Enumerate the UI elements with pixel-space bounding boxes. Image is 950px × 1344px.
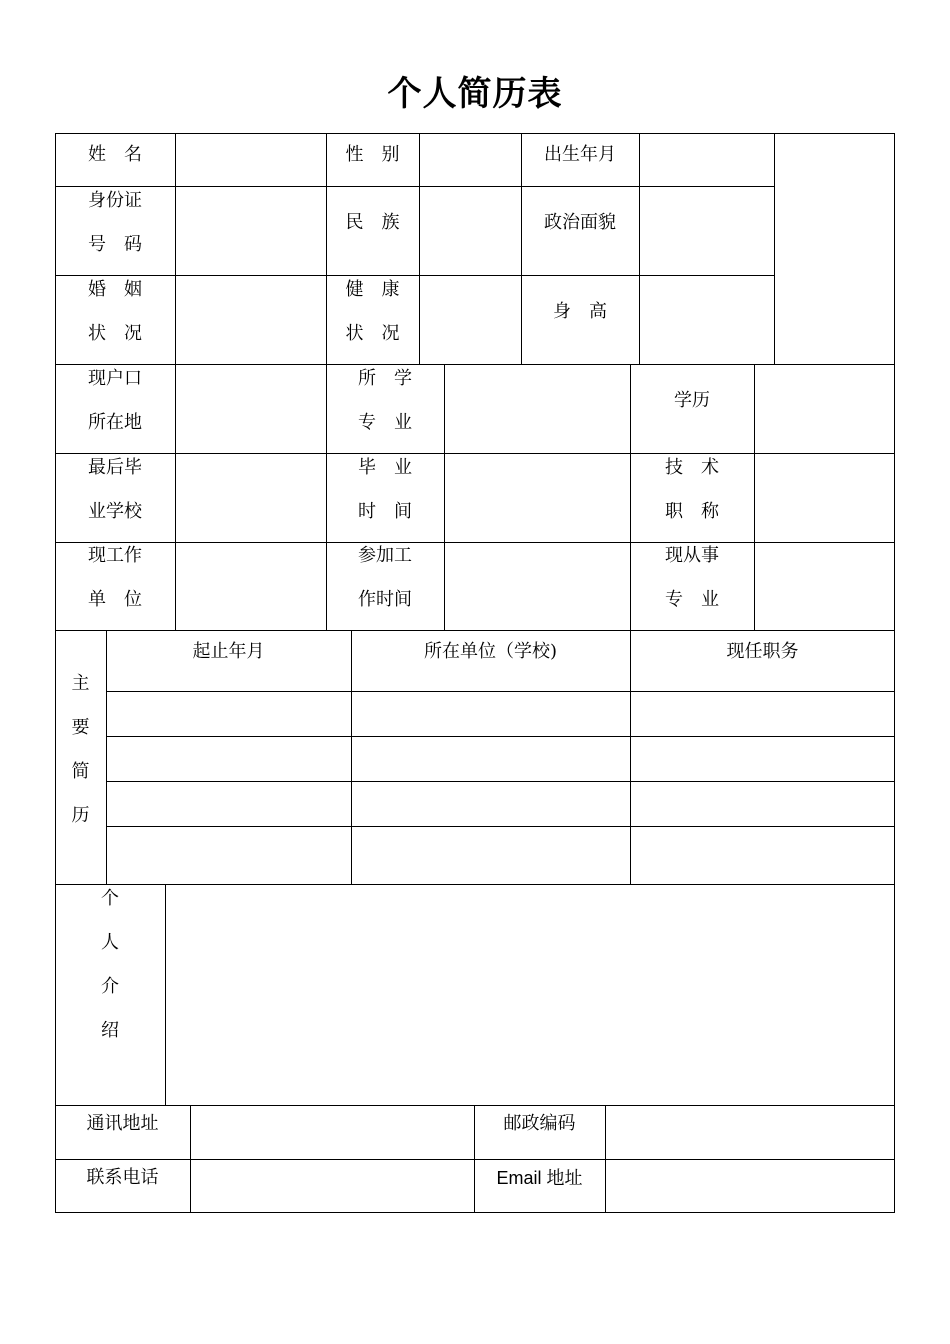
label-work-line2: 单 位 bbox=[88, 589, 142, 610]
field-marriage[interactable] bbox=[176, 276, 326, 364]
label-hukou-line1: 现户口 bbox=[88, 368, 142, 389]
label-id-line1: 身份证 bbox=[88, 190, 142, 211]
field-intro[interactable] bbox=[166, 885, 894, 1105]
field-gradtime[interactable] bbox=[445, 454, 630, 542]
intro-side-char-1: 个 bbox=[101, 888, 119, 909]
field-phone[interactable] bbox=[191, 1160, 474, 1212]
field-gender[interactable] bbox=[420, 134, 521, 186]
field-curmajor[interactable] bbox=[755, 543, 894, 630]
label-worktime-line1: 参加工 bbox=[358, 545, 412, 566]
label-title-line1: 技 术 bbox=[665, 457, 719, 478]
label-email: Email 地址 bbox=[496, 1168, 583, 1188]
field-hukou[interactable] bbox=[176, 365, 326, 453]
intro-side-char-3: 介 bbox=[101, 976, 119, 997]
label-address: 通讯地址 bbox=[86, 1113, 159, 1134]
label-postcode: 邮政编码 bbox=[503, 1113, 576, 1134]
resume-row-4-position[interactable] bbox=[631, 827, 894, 884]
resume-row-3-unit[interactable] bbox=[352, 782, 630, 826]
resume-side-char-3: 简 bbox=[71, 761, 90, 782]
label-major-line1: 所 学 bbox=[358, 368, 412, 389]
resume-row-2-position[interactable] bbox=[631, 737, 894, 781]
label-height: 身 高 bbox=[553, 301, 607, 322]
field-ethnicity[interactable] bbox=[420, 187, 521, 275]
label-health-line1: 健 康 bbox=[345, 279, 400, 300]
label-gradtime-line2: 时 间 bbox=[358, 501, 412, 522]
field-worktime[interactable] bbox=[445, 543, 630, 630]
resume-row-4-unit[interactable] bbox=[352, 827, 630, 884]
field-postcode[interactable] bbox=[606, 1106, 894, 1159]
intro-side-char-4: 绍 bbox=[101, 1020, 119, 1041]
label-curmajor-line1: 现从事 bbox=[665, 545, 719, 566]
resume-row-2-period[interactable] bbox=[107, 737, 351, 781]
photo-cell[interactable] bbox=[775, 134, 894, 364]
field-major[interactable] bbox=[445, 365, 630, 453]
label-hukou-line2: 所在地 bbox=[88, 412, 142, 433]
label-education: 学历 bbox=[674, 390, 710, 411]
field-work[interactable] bbox=[176, 543, 326, 630]
resume-row-1-period[interactable] bbox=[107, 692, 351, 736]
label-id-line2: 号 码 bbox=[88, 234, 142, 255]
resume-row-1-position[interactable] bbox=[631, 692, 894, 736]
field-education[interactable] bbox=[755, 365, 894, 453]
resume-side-char-2: 要 bbox=[71, 717, 90, 738]
resume-row-3-period[interactable] bbox=[107, 782, 351, 826]
resume-row-4-period[interactable] bbox=[107, 827, 351, 884]
label-work-line1: 现工作 bbox=[88, 545, 142, 566]
field-school[interactable] bbox=[176, 454, 326, 542]
label-curmajor-line2: 专 业 bbox=[665, 589, 719, 610]
field-id[interactable] bbox=[176, 187, 326, 275]
label-major-line2: 专 业 bbox=[358, 412, 412, 433]
label-school-line1: 最后毕 bbox=[88, 457, 142, 478]
border-bottom bbox=[55, 1212, 895, 1213]
resume-form-table bbox=[55, 133, 895, 1213]
resume-row-1-unit[interactable] bbox=[352, 692, 630, 736]
field-email[interactable] bbox=[606, 1160, 894, 1212]
field-health[interactable] bbox=[420, 276, 521, 364]
field-birth[interactable] bbox=[640, 134, 774, 186]
resume-side-char-4: 历 bbox=[71, 805, 90, 826]
label-gradtime-line1: 毕 业 bbox=[358, 457, 412, 478]
resume-row-2-unit[interactable] bbox=[352, 737, 630, 781]
label-politics: 政治面貌 bbox=[544, 212, 616, 233]
page-title: 个人简历表 bbox=[387, 74, 563, 114]
resume-header-unit: 所在单位（学校) bbox=[423, 641, 558, 662]
field-title[interactable] bbox=[755, 454, 894, 542]
field-address[interactable] bbox=[191, 1106, 474, 1159]
label-ethnicity: 民 族 bbox=[345, 212, 400, 233]
label-name: 姓 名 bbox=[88, 144, 142, 165]
label-health-line2: 状 况 bbox=[345, 323, 400, 344]
resume-header-position: 现任职务 bbox=[726, 641, 799, 662]
intro-side-char-2: 人 bbox=[101, 932, 119, 953]
field-name[interactable] bbox=[176, 134, 326, 186]
label-gender: 性 别 bbox=[345, 144, 400, 165]
label-school-line2: 业学校 bbox=[88, 501, 142, 522]
resume-row-3-position[interactable] bbox=[631, 782, 894, 826]
label-title-line2: 职 称 bbox=[665, 501, 719, 522]
resume-header-period: 起止年月 bbox=[192, 641, 265, 662]
label-marriage-line2: 状 况 bbox=[88, 323, 142, 344]
field-height[interactable] bbox=[640, 276, 774, 364]
label-birth: 出生年月 bbox=[544, 144, 616, 165]
label-phone: 联系电话 bbox=[86, 1167, 159, 1188]
label-worktime-line2: 作时间 bbox=[358, 589, 412, 610]
label-marriage-line1: 婚 姻 bbox=[88, 279, 142, 300]
field-politics[interactable] bbox=[640, 187, 774, 275]
resume-side-char-1: 主 bbox=[71, 673, 90, 694]
